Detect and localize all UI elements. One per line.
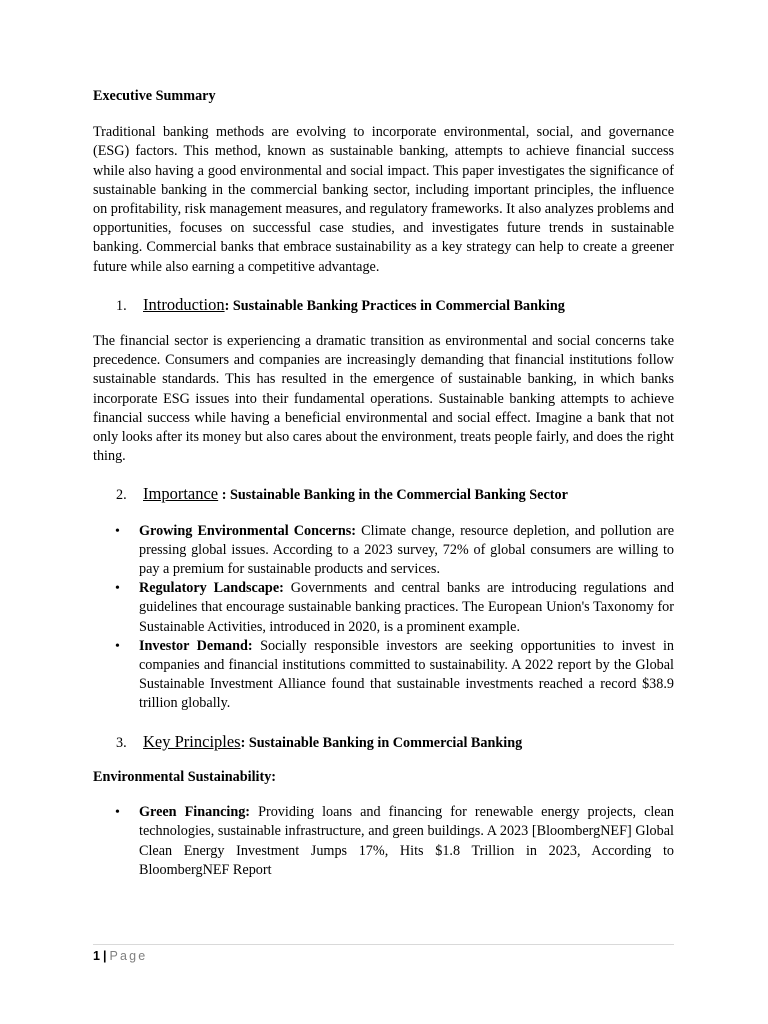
list-item [93,637,674,714]
section-1-number: 1. [116,297,127,314]
list-item [93,803,674,880]
bullet-label: Investor Demand: [139,637,253,654]
bullet-icon: • [115,581,120,597]
section-1-heading [93,295,674,316]
page-label: Page [109,949,148,963]
list-item [93,522,674,580]
section-3-number: 3. [116,734,127,751]
bullet-text: Governments and central banks are introducing regulations and guidelines that encourage sustainable banking practices. The European Union's Taxonomy for Sustainable Activities, introduced in 2020, is a prominent example. [139,580,674,635]
section-2-subtitle: : Sustainable Banking in the Commercial Banking Sector [218,487,568,504]
bullet-text: Socially responsible investors are seeking opportunities to invest in companies and financial institutions committed to sustainability. A 2022 report by the Global Sustainable Investment Alliance found that sustainable investments reached a record $38.9 trillion globally. [139,637,674,712]
bullet-icon: • [115,638,120,654]
section-2-number: 2. [116,487,127,504]
section-3-bullet-list [93,803,674,880]
page-number: 1 [93,949,100,963]
page-footer [93,947,147,965]
section-1-subtitle: : Sustainable Banking Practices in Commercial Banking [224,297,565,314]
bullet-text: Climate change, resource depletion, and pollution are pressing global issues. According to a 2023 survey, 72% of global consumers are willing to pay a premium for sustainable products and services. [139,522,675,578]
footer-divider [93,944,674,945]
bullet-label: Growing Environmental Concerns: [139,522,357,539]
bullet-icon: • [115,523,120,539]
executive-summary-heading: Executive Summary [93,88,216,104]
bullet-icon: • [115,805,120,821]
bullet-label: Green Financing: [139,804,251,821]
section-1-title: Introduction [143,294,225,314]
section-2-heading [93,484,674,505]
section-2-bullet-list [93,522,674,714]
bullet-text: Providing loans and financing for renewable energy projects, clean technologies, sustainable infrastructure, and green buildings. A 2023 [BloombergNEF] Global Clean Energy Investment Jumps 17%, Hits $1.8 Trillion in 2023, According to BloombergNEF Report [139,804,674,878]
section-1-body: The financial sector is experiencing a dramatic transition as environmental and social concerns take precedence. Consumers and companies are increasingly demanding that financial institutions follow sustainable standards. This has resulted in the emergence of sustainable banking, in which banks incorporate ESG issues into their fundamental operations. Sustainable banking attempts to achieve financial success while having a beneficial environmental and social effect. Imagine a bank that not only looks after its money but also cares about the environment, treats people fairly, and does the right thing. [93,333,675,465]
environmental-sustainability-heading: Environmental Sustainability: [93,768,277,785]
footer-separator: | [102,949,107,963]
bullet-label: Regulatory Landscape: [139,580,284,597]
section-3-subtitle: : Sustainable Banking in Commercial Banking [240,734,523,751]
section-2-title: Importance [143,484,219,504]
list-item [93,579,674,637]
section-3-heading [93,732,674,753]
page-content [93,87,674,880]
section-3-title: Key Principles [143,731,241,751]
executive-summary-body: Traditional banking methods are evolving to incorporate environmental, social, and governance (ESG) factors. This method, known as sustainable banking, attempts to achieve financial success while also having a good environmental and social impact. This paper investigates the significance of sustainable banking in the commercial banking sector, including important principles, the influence on profitability, risk management measures, and regulatory frameworks. It also analyzes problems and opportunities, focuses on successful case studies, and investigates future trends in sustainable banking. Commercial banks that embrace sustainability as a key strategy can help to create a greener future while also earning a competitive advantage. [93,124,674,275]
